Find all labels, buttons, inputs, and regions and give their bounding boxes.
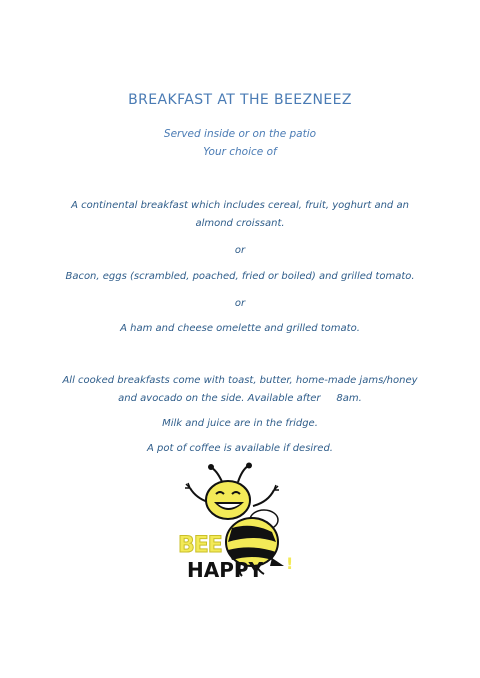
menu-option-continental-line1: A continental breakfast which includes cereal, fruit, yoghurt and an [71, 200, 409, 211]
note-milk-juice: Milk and juice are in the fridge. [162, 418, 318, 429]
note-coffee: A pot of coffee is available if desired. [147, 443, 333, 454]
note-cooked-sides-line1: All cooked breakfasts come with toast, butter, home-made jams/honey [62, 375, 418, 386]
note-cooked-sides-line2: and avocado on the side. Available after 8am. [118, 393, 362, 404]
menu-separator-or: or [234, 298, 246, 309]
menu-separator-or: or [234, 245, 246, 256]
logo-exclamation: ! [286, 554, 294, 573]
menu-option-continental-line2: almond croissant. [195, 218, 285, 229]
page-title: BREAKFAST AT THE BEEZNEEZ [128, 92, 352, 108]
logo-word-bee: BEE [178, 533, 222, 558]
menu-option-bacon-eggs: Bacon, eggs (scrambled, poached, fried or boiled) and grilled tomato. [65, 271, 415, 282]
menu-option-omelette: A ham and cheese omelette and grilled tomato. [120, 323, 360, 334]
logo-word-happy: HAPPY [187, 558, 264, 582]
subtitle-location: Served inside or on the patio [163, 128, 317, 140]
subtitle-choice: Your choice of [203, 146, 277, 158]
